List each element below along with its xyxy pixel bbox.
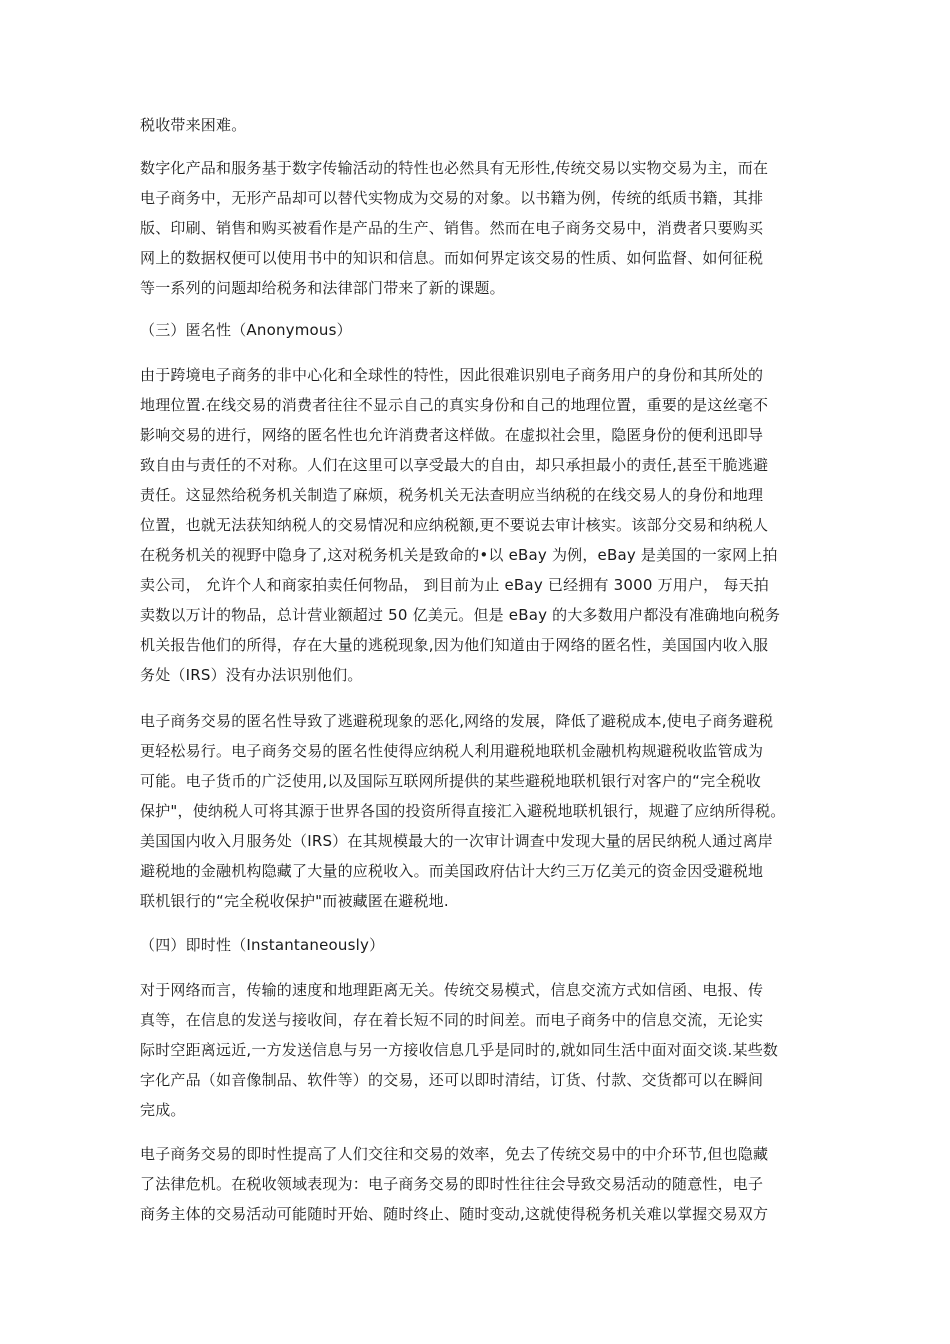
text-line: 际时空距离远近,一方发送信息与另一方接收信息几乎是同时的,就如同生活中面对面交谈.某些数 <box>140 1041 779 1059</box>
text-line: 由于跨境电子商务的非中心化和全球性的特性，因此很难识别电子商务用户的身份和其所处的 <box>140 366 764 384</box>
text-line: 完成。 <box>140 1101 186 1119</box>
text-line: 美国国内收入月服务处（IRS）在其规模最大的一次审计调查中发现大量的居民纳税人通过离岸 <box>140 832 773 850</box>
text-line: 影响交易的进行，网络的匿名性也允许消费者这样做。在虚拟社会里，隐匿身份的便利迅即导 <box>140 426 764 444</box>
section-heading: （三）匿名性（Anonymous） <box>140 321 352 339</box>
text-line: 务处（IRS）没有办法识别他们。 <box>140 666 363 684</box>
text-line: 责任。这显然给税务机关制造了麻烦，税务机关无法查明应当纳税的在线交易人的身份和地理 <box>140 486 764 504</box>
text-line: 版、印刷、销售和购买被看作是产品的生产、销售。然而在电子商务交易中，消费者只要购买 <box>140 219 764 237</box>
text-line: 在税务机关的视野中隐身了,这对税务机关是致命的•以 eBay 为例，eBay 是美国的一家网上拍 <box>140 546 778 564</box>
text-line: 卖公司， 允许个人和商家拍卖任何物品， 到目前为止 eBay 已经拥有 3000 万用户， 每天拍 <box>140 576 769 594</box>
text-line: 致自由与责任的不对称。人们在这里可以享受最大的自由，却只承担最小的责任,甚至干脆逃避 <box>140 456 769 474</box>
paragraph-tax-haven <box>140 706 820 916</box>
text-line: 等一系列的问题却给税务和法律部门带来了新的课题。 <box>140 279 505 297</box>
section-heading-instantaneous <box>140 930 820 960</box>
paragraph-intangibility <box>140 153 820 303</box>
text-line: 电子商务交易的即时性提高了人们交往和交易的效率，免去了传统交易中的中介环节,但也隐藏 <box>140 1145 769 1163</box>
text-line: 地理位置.在线交易的消费者往往不显示自己的真实身份和自己的地理位置，重要的是这丝毫不 <box>140 396 769 414</box>
text-line: 数字化产品和服务基于数字传输活动的特性也必然具有无形性,传统交易以实物交易为主，而在 <box>140 159 769 177</box>
text-line: 位置，也就无法获知纳税人的交易情况和应纳税额,更不要说去审计核实。该部分交易和纳税人 <box>140 516 769 534</box>
text-line: 更轻松易行。电子商务交易的匿名性使得应纳税人利用避税地联机金融机构规避税收监管成为 <box>140 742 764 760</box>
text-line: 网上的数据权便可以使用书中的知识和信息。而如何界定该交易的性质、如何监督、如何征税 <box>140 249 764 267</box>
text-line: 字化产品（如音像制品、软件等）的交易，还可以即时清结，订货、付款、交货都可以在瞬间 <box>140 1071 764 1089</box>
text-line: 税收带来困难。 <box>140 116 247 134</box>
text-line: 卖数以万计的物品，总计营业额超过 50 亿美元。但是 eBay 的大多数用户都没有准确地向税务 <box>140 606 781 624</box>
text-line: 避税地的金融机构隐藏了大量的应税收入。而美国政府估计大约三万亿美元的资金因受避税地 <box>140 862 764 880</box>
paragraph-legal-risk <box>140 1139 820 1229</box>
text-line: 真等，在信息的发送与接收间，存在着长短不同的时间差。而电子商务中的信息交流，无论实 <box>140 1011 764 1029</box>
section-heading-anonymous <box>140 315 820 345</box>
paragraph-anonymity <box>140 360 820 690</box>
text-line: 了法律危机。在税收领域表现为：电子商务交易的即时性往往会导致交易活动的随意性，电子 <box>140 1175 764 1193</box>
text-line: 保护"，使纳税人可将其源于世界各国的投资所得直接汇入避税地联机银行，规避了应纳所得税。 <box>140 802 786 820</box>
text-line: 联机银行的“完全税收保护"而被藏匿在避税地. <box>140 892 449 910</box>
paragraph-continuation <box>140 110 820 140</box>
paragraph-instantaneity <box>140 975 820 1125</box>
text-line: 对于网络而言，传输的速度和地理距离无关。传统交易模式，信息交流方式如信函、电报、传 <box>140 981 764 999</box>
text-line: 商务主体的交易活动可能随时开始、随时终止、随时变动,这就使得税务机关难以掌握交易双方 <box>140 1205 769 1223</box>
section-heading: （四）即时性（Instantaneously） <box>140 936 385 954</box>
text-line: 机关报告他们的所得，存在大量的逃税现象,因为他们知道由于网络的匿名性，美国国内收入服 <box>140 636 769 654</box>
text-line: 电子商务中，无形产品却可以替代实物成为交易的对象。以书籍为例，传统的纸质书籍，其排 <box>140 189 764 207</box>
text-line: 可能。电子货币的广泛使用,以及国际互联网所提供的某些避税地联机银行对客户的“完全税收 <box>140 772 761 790</box>
text-line: 电子商务交易的匿名性导致了逃避税现象的恶化,网络的发展，降低了避税成本,使电子商务避税 <box>140 712 774 730</box>
